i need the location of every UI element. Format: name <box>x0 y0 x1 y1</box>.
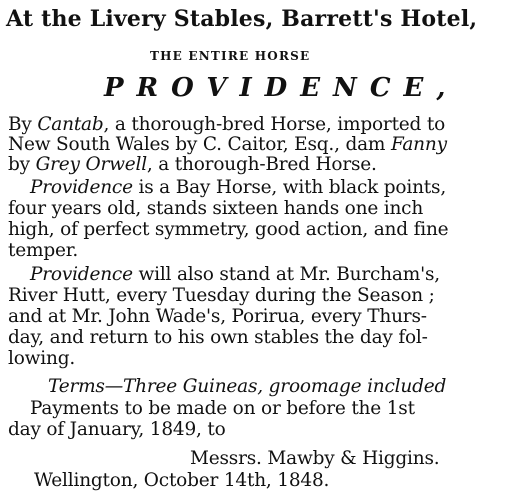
schedule-line-2: River Hutt, every Tuesday during the Season ; <box>8 285 435 306</box>
pedigree-line-3 <box>8 156 377 175</box>
terms-line: Terms—Three Guineas, groomage included <box>48 376 447 397</box>
payment-line-2: day of January, 1849, to <box>8 419 226 440</box>
sire-name: Cantab <box>37 114 104 135</box>
text-run: , a thorough-bred Horse, imported to <box>103 114 446 135</box>
agents-signature: Messrs. Mawby & Higgins. <box>190 448 440 469</box>
description-line-4: temper. <box>8 240 79 261</box>
schedule-line-4: day, and return to his own stables the day fol- <box>8 327 428 348</box>
schedule-line-5: lowing. <box>8 348 76 369</box>
dateline: Wellington, October 14th, 1848. <box>34 470 330 491</box>
grandsire-name: Grey Orwell <box>35 154 147 175</box>
dam-name: Fanny <box>390 134 447 155</box>
text-run: is a Bay Horse, with black points, <box>132 177 447 198</box>
text-run: By <box>8 114 38 135</box>
schedule-line-3: and at Mr. John Wade's, Porirua, every Thurs- <box>8 306 427 327</box>
subheading: THE ENTIRE HORSE <box>150 49 311 63</box>
advertisement-heading: At the Livery Stables, Barrett's Hotel, <box>6 6 478 32</box>
schedule-line-1 <box>30 266 440 285</box>
horse-name-italic: Providence <box>30 177 133 198</box>
description-line-2: four years old, stands sixteen hands one inch <box>8 198 424 219</box>
text-run: will also stand at Mr. Burcham's, <box>132 264 440 285</box>
pedigree-line-1 <box>8 116 445 135</box>
description-line-3: high, of perfect symmetry, good action, and fine <box>8 219 449 240</box>
payment-line-1: Payments to be made on or before the 1st <box>30 398 415 419</box>
text-run: New South Wales by C. Caitor, Esq., dam <box>8 134 391 155</box>
text-run: by <box>8 154 36 175</box>
description-line-1 <box>30 179 446 198</box>
pedigree-line-2 <box>8 136 447 155</box>
horse-name: PROVIDENCE, <box>104 73 459 103</box>
horse-name-italic: Providence <box>30 264 133 285</box>
text-run: , a thorough-Bred Horse. <box>146 154 377 175</box>
